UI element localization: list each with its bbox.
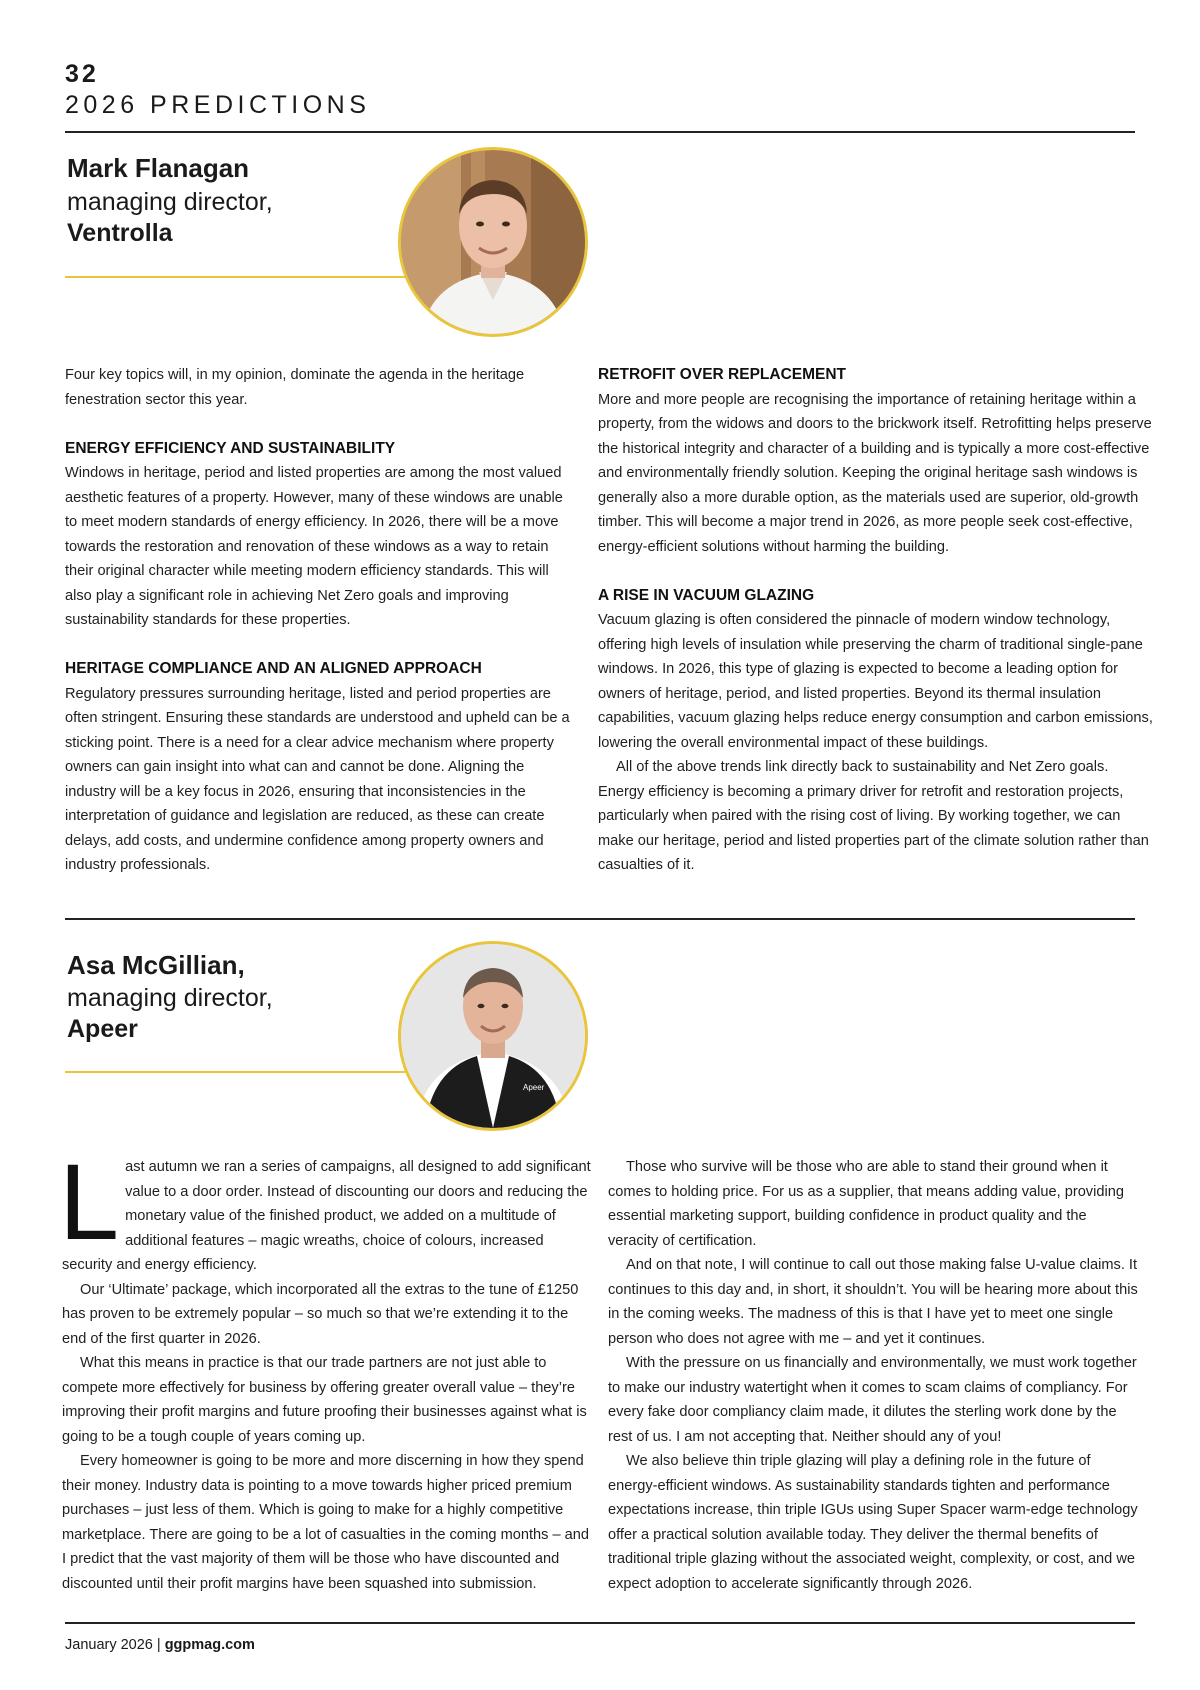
footer (65, 1635, 255, 1655)
page-number: 32 (65, 60, 99, 88)
footer-site-link[interactable]: ggpmag.com (164, 1637, 255, 1653)
portrait-photo-asa-mcgillian (398, 941, 588, 1131)
article2-paragraph: With the pressure on us financially and environmentally, we must work together to make our industry watertight when it comes to scam claims of compliancy. For every fake door compliancy claim made, it dilutes the sterling work done by the rest of us. I am not accepting that. Neither should any of you! (608, 1355, 1137, 1445)
article2-paragraph: Our ‘Ultimate’ package, which incorporated all the extras to the tune of £1250 has proven to be extremely popular – so much so that we’re extending it to the end of the first quarter in 2026. (62, 1281, 579, 1347)
profile-company: Apeer (67, 1015, 138, 1043)
header-divider (65, 131, 1135, 133)
section-heading: ENERGY EFFICIENCY AND SUSTAINABILITY (65, 439, 396, 457)
article2-paragraph: Those who survive will be those who are able to stand their ground when it comes to holding price. For us as a supplier, that means adding value, providing essential marketing support, building confidence in product quality and the veracity of certification. (608, 1159, 1124, 1249)
article1-intro: Four key topics will, in my opinion, dominate the agenda in the heritage fenestration sector this year. (65, 367, 525, 408)
section-heading: RETROFIT OVER REPLACEMENT (598, 366, 847, 383)
profile-role: managing director, (67, 188, 273, 216)
section-heading: HERITAGE COMPLIANCE AND AN ALIGNED APPROACH (65, 660, 482, 677)
article2-right-column (608, 1155, 1138, 1596)
article2-paragraph: Last autumn we ran a series of campaigns, all designed to add significant value to a door order. Instead of discounting our doors and reducing the monetary value of the finished product, we added on a multitude of additional features – magic wreaths, choice of colours, increased security and energy efficiency. (59, 1141, 591, 1273)
profile-role: managing director, (67, 984, 273, 1012)
article2-paragraph: And on that note, I will continue to call out those making false U-value claims. It continues to this day and, in short, it shouldn’t. You will be hearing more about this in the coming weeks. The madness of this is that I have yet to meet one single person who does not agree with me – and yet it continues. (608, 1257, 1138, 1347)
portrait-illustration (401, 150, 585, 334)
section-body: Vacuum glazing is often considered the pinnacle of modern window technology, offering high levels of insulation while preserving the charm of traditional single-pane windows. In 2026, this type of glazing is expected to become a leading option for owners of heritage, period, and listed properties. Beyond its thermal insulation capabilities, vacuum glazing helps reduce energy consumption and carbon emissions, lowering the overall environmental impact of these buildings. (598, 612, 1153, 751)
section-heading: A RISE IN VACUUM GLAZING (598, 586, 815, 604)
portrait-illustration (401, 944, 585, 1128)
section-body: More and more people are recognising the importance of retaining heritage within a property, from the widows and doors to the brickwork itself. Retrofitting helps preserve the historical integrity and character of a building and is typically a more cost-effective and environmentally friendly solution. Keeping the original heritage sash windows is generally also a more durable option, as the materials used are superior, old-growth timber. This will become a major trend in 2026, as more people seek cost-effective, energy-efficient solutions without harming the building. (598, 391, 1152, 555)
section-body: Regulatory pressures surrounding heritage, listed and period properties are often stringent. Ensuring these standards are understood and upheld can be a sticking point. There is a need for a clear advice mechanism where property owners can gain insight into what can and cannot be done. Aligning the industry will be a key focus in 2026, ensuring that inconsistencies in the interpretation of guidance and legislation are reduced, as these can create delays, add costs, and undermine confidence among property owners and industry professionals. (65, 685, 570, 873)
portrait-photo-mark-flanagan (398, 147, 588, 337)
article2-left-column (59, 1141, 592, 1596)
footer-divider (65, 1622, 1135, 1624)
article1-left-column (65, 363, 575, 878)
vest-logo: Apeer (523, 1083, 545, 1092)
article-divider (65, 918, 1135, 920)
profile-name: Mark Flanagan (67, 153, 250, 183)
article2-paragraph: Every homeowner is going to be more and more discerning in how they spend their money. Industry data is pointing to a move towards higher priced premium purchases – just less of them. Which is going to make for a highly competitive marketplace. There are going to be a lot of casualties in the coming months – and I predict that the vast majority of them will be those who have discounted and discounted until their profit margins have been squashed into submission. (62, 1453, 590, 1592)
section-title: 2026 PREDICTIONS (65, 91, 371, 119)
gold-divider (65, 1071, 405, 1073)
profile-company: Ventrolla (67, 219, 173, 247)
drop-cap: L (59, 1141, 120, 1262)
article1-right-column (598, 363, 1153, 878)
section-body: All of the above trends link directly back to sustainability and Net Zero goals. Energy efficiency is becoming a primary driver for retrofit and restoration projects, particularly when paired with the rising cost of living. By working together, we can make our heritage, period and listed properties part of the climate solution rather than casualties of it. (598, 759, 1149, 873)
profile-name: Asa McGillian, (67, 950, 245, 980)
article2-paragraph: We also believe thin triple glazing will play a defining role in the future of energy-efficient windows. As sustainability standards tighten and performance expectations increase, thin triple IGUs using Super Spacer warm-edge technology offer a practical solution available today. They deliver the thermal benefits of traditional triple glazing without the associated weight, complexity, or cost, and we expect adoption to accelerate significantly through 2026. (608, 1453, 1138, 1592)
section-body: Windows in heritage, period and listed properties are among the most valued aesthetic features of a property. However, many of these windows are unable to meet modern standards of energy efficiency. In 2026, there will be a move towards the restoration and renovation of these windows as a way to retain their original character while meeting modern efficiency standards. This will also play a significant role in achieving Net Zero goals and improving sustainability standards for these properties. (65, 465, 563, 628)
article2-paragraph: What this means in practice is that our trade partners are not just able to compete more effectively for business by offering greater overall value – they’re improving their profit margins and future proofing their businesses against what is going to be a tough couple of years coming up. (62, 1355, 587, 1445)
footer-issue: January 2026 | (65, 1637, 165, 1653)
gold-divider (65, 276, 405, 278)
